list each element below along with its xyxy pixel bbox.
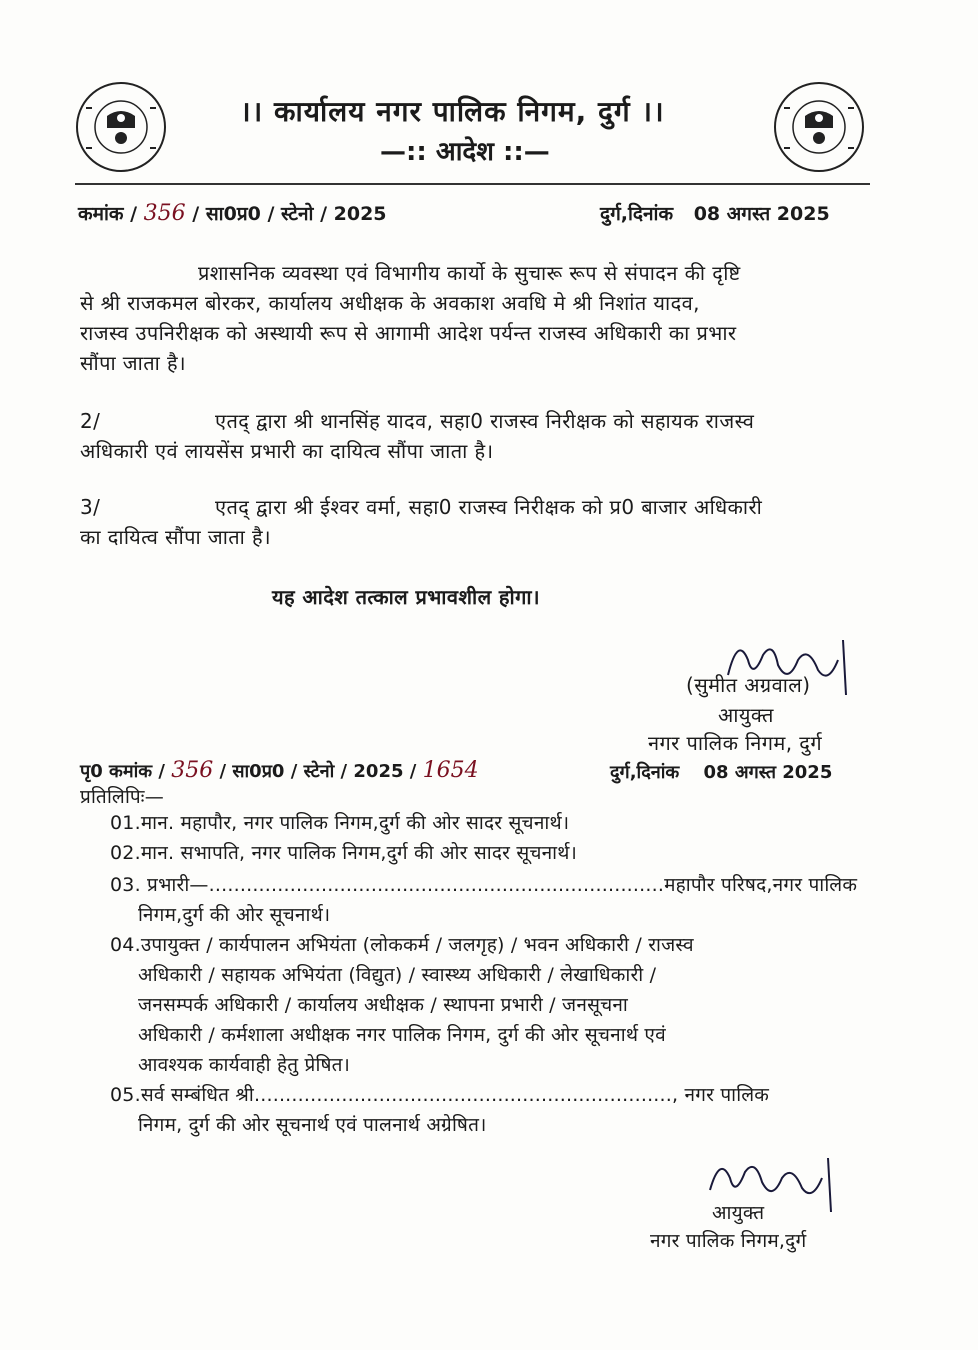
copy-item-4-line4: अधिकारी / कर्मशाला अधीक्षक नगर पालिक निगम, दुर्ग की ओर सूचनार्थ एवं (138, 1024, 666, 1046)
order-title: —:: आदेश ::— (380, 137, 550, 167)
copy-reference-date (610, 760, 832, 784)
header-divider (75, 183, 870, 185)
copy-date-value: 08 अगस्त 2025 (703, 762, 833, 783)
copy-item-2: 02.मान. सभापति, नगर पालिक निगम,दुर्ग की ओर सादर सूचनार्थ। (110, 842, 578, 864)
copy-reference-number (80, 758, 479, 783)
para3-line2: का दायित्व सौंपा जाता है। (80, 525, 272, 549)
copy-ref-handwritten-number: 356 (171, 758, 214, 783)
para1-line4: सौंपा जाता है। (80, 351, 186, 375)
right-seal-logo (770, 78, 868, 176)
reference-handwritten-number: 356 (143, 201, 186, 226)
signatory-2-designation: आयुक्त (712, 1202, 765, 1224)
signatory-name: (सुमीत अग्रवाल) (686, 673, 811, 697)
left-seal-logo (72, 78, 170, 176)
copy-item-1: 01.मान. महापौर, नगर पालिक निगम,दुर्ग की ओर सादर सूचनार्थ। (110, 812, 570, 834)
copy-ref-prefix: पृ0 कमांक / (80, 761, 165, 782)
para2-number: 2/ (80, 409, 101, 433)
effective-statement: यह आदेश तत्काल प्रभावशील होगा। (272, 585, 540, 609)
copy-item-4-line3: जनसम्पर्क अधिकारी / कार्यालय अधीक्षक / स्थापना प्रभारी / जनसूचना (138, 994, 629, 1016)
para1-line2: से श्री राजकमल बोरकर, कार्यालय अधीक्षक के अवकाश अवधि मे श्री निशांत यादव, (80, 291, 700, 315)
copy-item-5-line2: निगम, दुर्ग की ओर सूचनार्थ एवं पालनार्थ अग्रेषित। (138, 1114, 487, 1136)
copy-ref-suffix: / सा0प्र0 / स्टेनो / 2025 / (219, 761, 417, 782)
copy-ref-handwritten-dispatch: 1654 (422, 758, 479, 783)
copy-heading: प्रतिलिपिः— (80, 786, 164, 808)
reference-number (78, 200, 387, 226)
reference-date-label: दुर्ग,दिनांक (600, 203, 674, 225)
reference-date-value: 08 अगस्त 2025 (693, 203, 830, 225)
copy-item-4-line2: अधिकारी / सहायक अभियंता (विद्युत) / स्वास्थ्य अधिकारी / लेखाधिकारी / (138, 964, 657, 986)
para3-number: 3/ (80, 495, 101, 519)
reference-suffix: / सा0प्र0 / स्टेनो / 2025 (192, 203, 387, 225)
copy-item-3-line2: निगम,दुर्ग की ओर सूचनार्थ। (138, 904, 331, 926)
reference-prefix: कमांक / (78, 203, 138, 225)
para1-line1: प्रशासनिक व्यवस्था एवं विभागीय कार्यो के सुचारू रूप से संपादन की दृष्टि (198, 261, 741, 285)
copy-date-label: दुर्ग,दिनांक (610, 762, 680, 783)
office-title: ।। कार्यालय नगर पालिक निगम, दुर्ग ।। (240, 95, 665, 128)
signatory-org: नगर पालिक निगम, दुर्ग (648, 731, 822, 755)
para1-line3: राजस्व उपनिरीक्षक को अस्थायी रूप से आगामी आदेश पर्यन्त राजस्व अधिकारी का प्रभार (80, 321, 737, 345)
para3-line1: एतद् द्वारा श्री ईश्वर वर्मा, सहा0 राजस्व निरीक्षक को प्र0 बाजार अधिकारी (215, 495, 763, 519)
copy-item-4-line1: 04.उपायुक्त / कार्यपालन अभियंता (लोककर्म / जलगृह) / भवन अधिकारी / राजस्व (110, 934, 694, 956)
copy-item-4-line5: आवश्यक कार्यवाही हेतु प्रेषित। (138, 1054, 351, 1076)
reference-date (600, 200, 830, 226)
copy-item-3-line1: 03. प्रभारी—.........................................................................महापौर परिषद,नगर पालिक (110, 874, 858, 896)
para2-line1: एतद् द्वारा श्री थानसिंह यादव, सहा0 राजस्व निरीक्षक को सहायक राजस्व (215, 409, 755, 433)
para2-line2: अधिकारी एवं लायसेंस प्रभारी का दायित्व सौंपा जाता है। (80, 439, 494, 463)
copy-item-5-line1: 05.सर्व सम्बंधित श्री..................................................................., नगर पालिक (110, 1084, 770, 1106)
signatory-designation: आयुक्त (718, 703, 774, 727)
signatory-2-org: नगर पालिक निगम,दुर्ग (650, 1230, 807, 1252)
